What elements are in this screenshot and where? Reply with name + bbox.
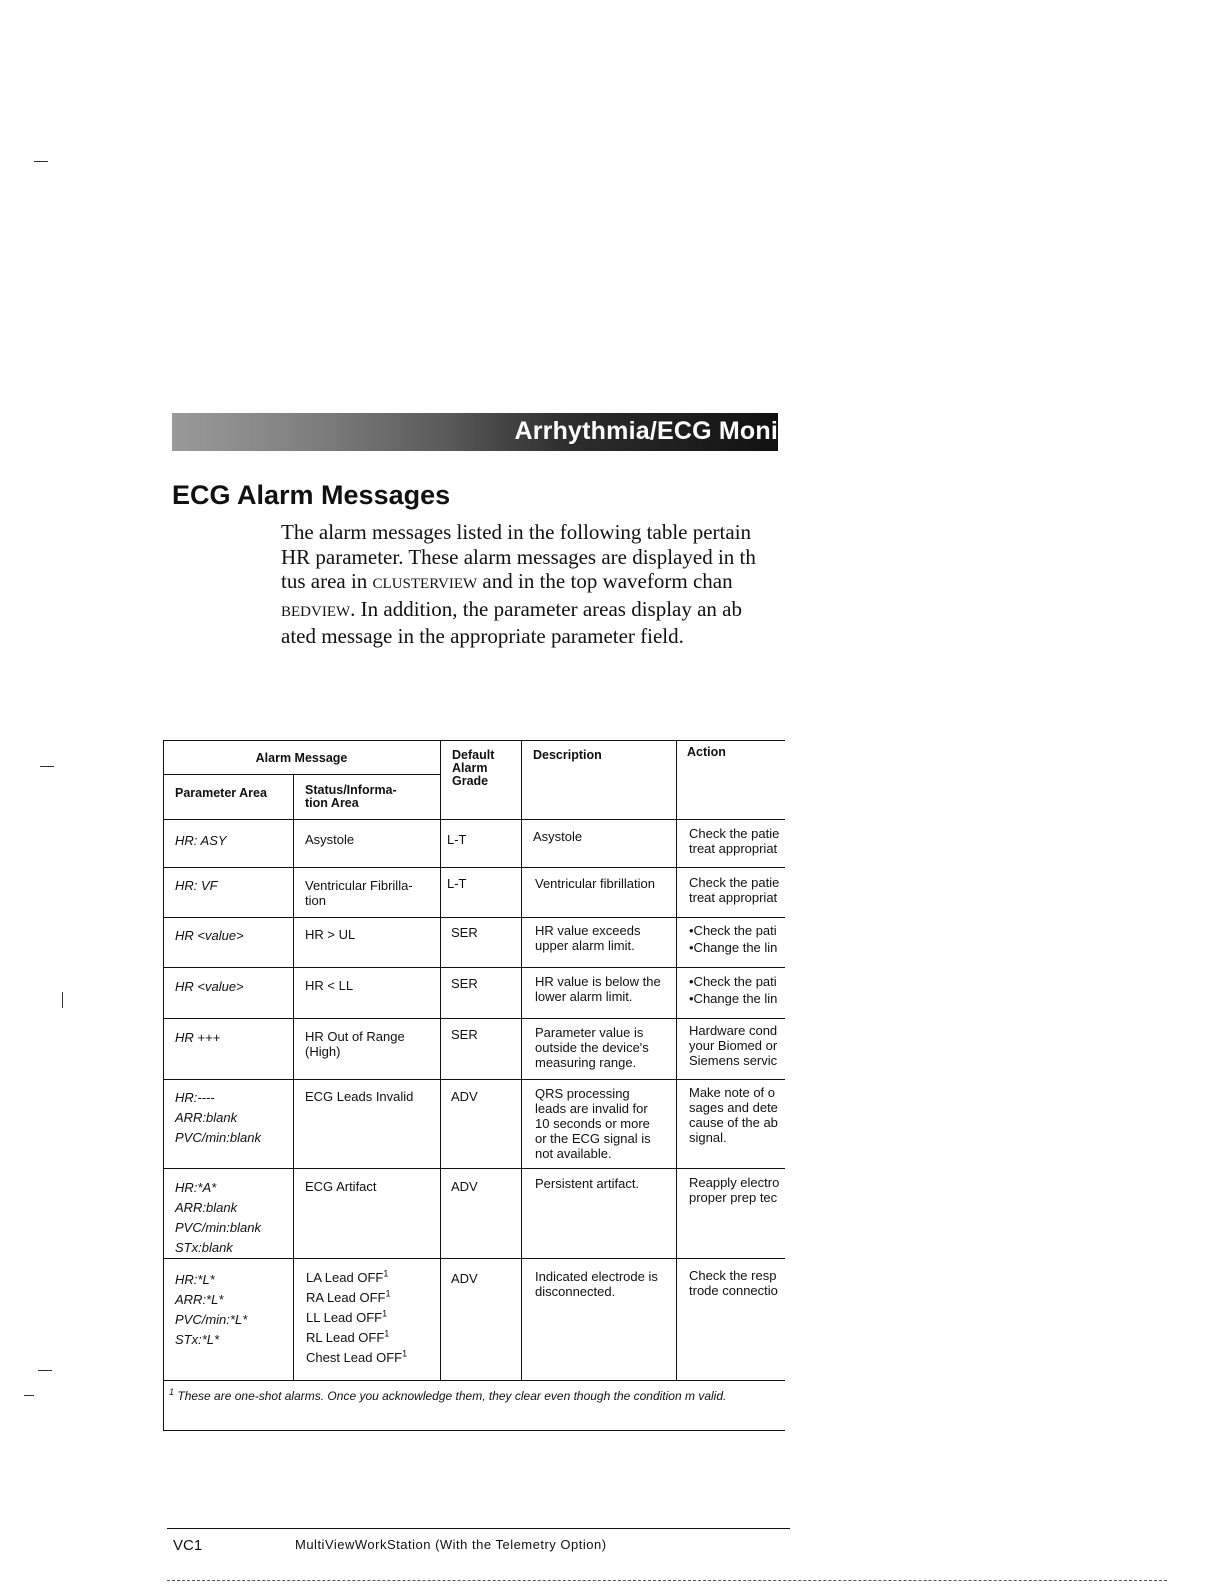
table-line <box>163 774 440 775</box>
status-area: Ventricular Fibrilla-tion <box>305 878 413 908</box>
table-line <box>676 740 677 1380</box>
status-area: HR > UL <box>305 927 356 942</box>
section-banner <box>172 413 778 451</box>
status-area: LA Lead OFF$^1$ RA Lead OFF$^1$ LL Lead OFF$^1$ RL Lead OFF$^1$ Chest Lead OFF$^1$ <box>306 1268 408 1365</box>
action: Check the patie treat appropriat <box>689 826 780 856</box>
description: Ventricular fibrillation <box>535 876 655 891</box>
intro-line: ated message in the appropriate parameter field. <box>281 624 684 648</box>
action: •Check the pati •Change the lin <box>689 974 778 1006</box>
footer-divider <box>167 1580 1167 1581</box>
table-footnote: $^1$ These are one-shot alarms. Once you acknowledge them, they clear even though the condition m valid. <box>169 1387 727 1403</box>
param-area: HR: ASY <box>175 833 227 848</box>
table-line <box>163 1430 785 1431</box>
header-description: Description <box>533 748 602 762</box>
status-area: HR < LL <box>305 978 354 993</box>
table-line <box>521 740 522 1380</box>
page-number: VC1 <box>173 1537 203 1554</box>
param-area: HR:*L* ARR:*L* PVC/min:*L* STx:*L* <box>175 1272 248 1347</box>
description: Indicated electrode is disconnected. <box>535 1269 658 1299</box>
alarm-grade: SER <box>451 925 478 940</box>
header-action: Action <box>687 745 726 759</box>
param-area: HR:*A* ARR:blank PVC/min:blank STx:blank <box>175 1180 261 1255</box>
table-line <box>163 1018 785 1019</box>
table-line <box>163 917 785 918</box>
intro-line: HR parameter. These alarm messages are displayed in th <box>281 544 756 569</box>
header-status-area: Status/Informa-tion Area <box>305 783 397 810</box>
param-area: HR +++ <box>175 1030 221 1045</box>
table-line <box>163 740 164 1430</box>
alarm-grade: ADV <box>451 1089 478 1104</box>
table-line <box>440 740 441 1380</box>
scan-mark <box>40 766 54 767</box>
scan-mark <box>34 161 48 162</box>
param-area: HR <value> <box>175 979 244 994</box>
page-title: ECG Alarm Messages <box>172 480 451 510</box>
header-alarm-message: Alarm Message <box>255 751 348 765</box>
alarm-messages-table <box>163 740 785 1432</box>
description: HR value exceeds upper alarm limit. <box>535 923 641 953</box>
action: Check the patie treat appropriat <box>689 875 780 905</box>
alarm-grade: ADV <box>451 1271 478 1286</box>
table-line <box>163 967 785 968</box>
alarm-grade: SER <box>451 976 478 991</box>
table-line <box>163 867 785 868</box>
action: Hardware cond your Biomed or Siemens servic <box>689 1023 778 1068</box>
status-area: ECG Artifact <box>305 1179 377 1194</box>
table-line <box>163 1258 785 1259</box>
intro-line: tus area in CLUSTERVIEW and in the top waveform chan <box>281 569 733 593</box>
intro-line: The alarm messages listed in the following table pertain <box>281 520 752 544</box>
scan-mark <box>24 1395 34 1396</box>
product-name: BEDVIEW <box>281 603 351 620</box>
alarm-grade: L-T <box>447 832 467 847</box>
status-area: Asystole <box>305 832 355 847</box>
action: Check the resp trode connectio <box>689 1268 778 1298</box>
intro-line: BEDVIEW. In addition, the parameter areas display an ab <box>281 596 742 621</box>
description: QRS processing leads are invalid for 10 seconds or more or the ECG signal is not available. <box>535 1086 651 1161</box>
description: Persistent artifact. <box>535 1176 640 1191</box>
footer-title: MultiViewWorkStation (With the Telemetry Option) <box>295 1537 607 1552</box>
description: HR value is below the lower alarm limit. <box>535 974 661 1004</box>
alarm-grade: SER <box>451 1027 478 1042</box>
status-area: HR Out of Range (High) <box>305 1029 405 1059</box>
action: Make note of o sages and dete cause of the ab signal. <box>689 1085 778 1145</box>
param-area: HR:---- ARR:blank PVC/min:blank <box>175 1090 261 1145</box>
param-area: HR <value> <box>175 928 244 943</box>
header-alarm-grade: Default Alarm Grade <box>452 748 495 788</box>
table-line <box>163 1168 785 1169</box>
table-line <box>163 819 785 820</box>
banner-title: Arrhythmia/ECG Moni <box>514 417 778 445</box>
intro-paragraph <box>281 520 778 648</box>
scan-mark <box>62 992 63 1008</box>
table-line <box>163 1380 785 1381</box>
description: Parameter value is outside the device's measuring range. <box>535 1025 649 1070</box>
param-area: HR: VF <box>175 878 218 893</box>
action: Reapply electro proper prep tec <box>689 1175 780 1205</box>
table-line <box>163 1079 785 1080</box>
action: •Check the pati •Change the lin <box>689 923 778 955</box>
alarm-grade: ADV <box>451 1179 478 1194</box>
description: Asystole <box>533 829 583 844</box>
product-name: CLUSTERVIEW <box>372 576 478 592</box>
table-line <box>163 740 785 741</box>
table-line <box>293 774 294 1380</box>
alarm-grade: L-T <box>447 876 467 891</box>
footer-rule <box>167 1528 790 1529</box>
status-area: ECG Leads Invalid <box>305 1089 414 1104</box>
header-parameter-area: Parameter Area <box>175 786 267 800</box>
scan-mark <box>38 1370 52 1371</box>
